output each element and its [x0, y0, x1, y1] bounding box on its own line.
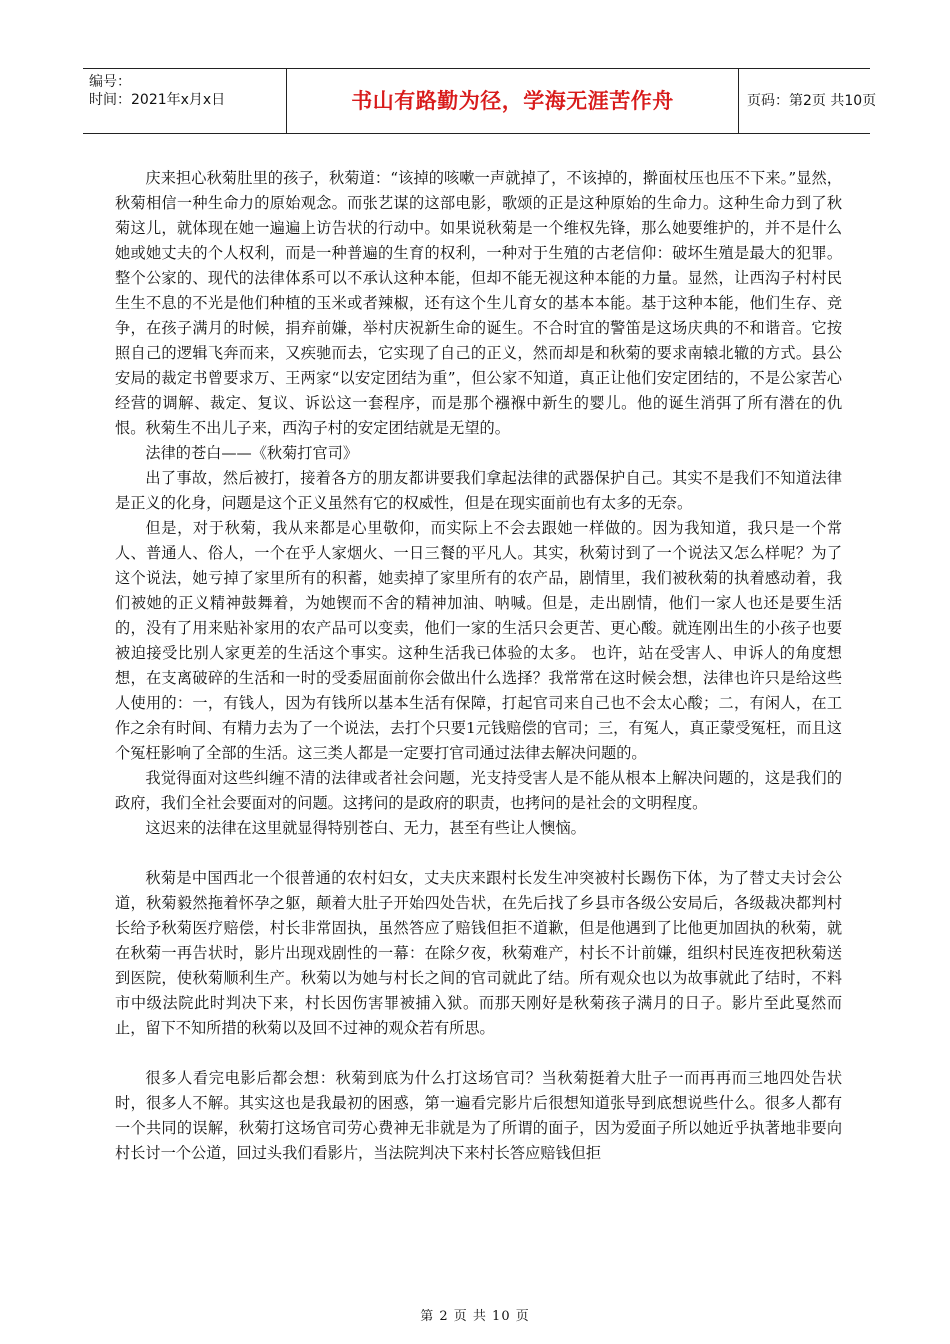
- header-meta: [83, 69, 286, 133]
- paragraph: 出了事故，然后被打，接着各方的朋友都讲要我们拿起法律的武器保护自己。其实不是我们不知道法律是正义的化身，问题是这个正义虽然有它的权威性，但是在现实面前也有太多的无奈。: [115, 469, 842, 512]
- page-footer: 第 2 页 共 10 页: [420, 1309, 530, 1324]
- paragraph: 秋菊是中国西北一个很普通的农村妇女，丈夫庆来跟村长发生冲突被村长踢伤下体，为了替丈夫讨会公道，秋菊毅然拖着怀孕之躯，颠着大肚子开始四处告状，在先后找了乡县市各级公安局后，各级裁决都判村长给予秋菊医疗赔偿，村长非常固执，虽然答应了赔钱但拒不道歉，但是他遇到了比他更加固执的秋菊，就在秋菊一再告状时，影片出现戏剧性的一幕：在除夕夜，秋菊难产，村长不计前嫌，组织村民连夜把秋菊送到医院，使秋菊顺利生产。秋菊以为她与村长之间的官司就此了结。所有观众也以为故事就此了结时，不料市中级法院此时判决下来，村长因伤害罪被捕入狱。而那天刚好是秋菊孩子满月的日子。影片至此戛然而止，留下不知所措的秋菊以及回不过神的观众若有所思。: [115, 869, 842, 1037]
- document-number-label: 编号：: [89, 74, 131, 90]
- header-motto: 书山有路勤为径，学海无涯苦作舟: [286, 69, 739, 133]
- section-heading: 法律的苍白——《秋菊打官司》: [145, 444, 359, 462]
- page-header: [83, 68, 877, 134]
- paragraph: 庆来担心秋菊肚里的孩子，秋菊道：“该掉的咳嗽一声就掉了，不该掉的，擀面杖压也压不下来。”显然，秋菊相信一种生命力的原始观念。而张艺谋的这部电影，歌颂的正是这种原始的生命力。这种生命力到了秋菊这儿，就体现在她一遍遍上访告状的行动中。如果说秋菊是一个维权先锋，那么她要维护的，并不是什么她或她丈夫的个人权利，而是一种普遍的生育的权利，一种对于生殖的古老信仰：破坏生殖是最大的犯罪。整个公家的、现代的法律体系可以不承认这种本能，但却不能无视这种本能的力量。显然，让西沟子村村民生生不息的不光是他们种植的玉米或者辣椒，还有这个生儿育女的基本本能。基于这种本能，他们生存、竞争，在孩子满月的时候，捐弃前嫌，举村庆祝新生命的诞生。不合时宜的警笛是这场庆典的不和谐音。它按照自己的逻辑飞奔而来，又疾驰而去，它实现了自己的正义，然而却是和秋菊的要求南辕北辙的方式。县公安局的裁定书曾要求万、王两家“以安定团结为重”，但公家不知道，真正让他们安定团结的，不是公家苦心经营的调解、裁定、复议、诉讼这一套程序，而是那个襁褓中新生的婴儿。他的诞生消弭了所有潜在的仇恨。秋菊生不出儿子来，西沟子村的安定团结就是无望的。: [115, 169, 842, 437]
- header-page-number: 页码：第2页 共10页: [747, 93, 877, 109]
- document-body: [115, 166, 842, 1166]
- paragraph: 我觉得面对这些纠缠不清的法律或者社会问题，光支持受害人是不能从根本上解决问题的，这是我们的政府，我们全社会要面对的问题。这拷问的是政府的职责，也拷问的是社会的文明程度。: [115, 769, 842, 812]
- document-time-label: 时间：2021年x月x日: [89, 92, 226, 108]
- paragraph: 但是，对于秋菊，我从来都是心里敬仰，而实际上不会去跟她一样做的。因为我知道，我只是一个常人、普通人、俗人，一个在乎人家烟火、一日三餐的平凡人。其实，秋菊讨到了一个说法又怎么样呢？为了这个说法，她亏掉了家里所有的积蓄，她卖掉了家里所有的农产品，剧情里，我们被秋菊的执着感动着，我们被她的正义精神鼓舞着，为她锲而不舍的精神加油、呐喊。但是，走出剧情，他们一家人也还是要生活的，没有了用来贴补家用的农产品可以变卖，他们一家的生活只会更苦、更心酸。就连刚出生的小孩子也要被迫接受比别人家更差的生活这个事实。这种生活我已体验的太多。 也许，站在受害人、申诉人的角度想想，在支离破碎的生活和一时的受委屈面前你会做出什么选择？我常常在这时候会想，法律也许只是给这些人使用的：一，有钱人，因为有钱所以基本生活有保障，打起官司来自己也不会太心酸；二，有闲人，在工作之余有时间、有精力去为了一个说法，去打个只要1元钱赔偿的官司；三，有冤人，真正蒙受冤枉，而且这个冤枉影响了全部的生活。这三类人都是一定要打官司通过法律去解决问题的。: [115, 519, 842, 762]
- paragraph: 这迟来的法律在这里就显得特别苍白、无力，甚至有些让人懊恼。: [145, 819, 586, 837]
- paragraph: 很多人看完电影后都会想：秋菊到底为什么打这场官司？当秋菊挺着大肚子一而再再而三地四处告状时，很多人不解。其实这也是我最初的困惑，第一遍看完影片后很想知道张导到底想说些什么。很多人都有一个共同的误解，秋菊打这场官司劳心费神无非就是为了所谓的面子，因为爱面子所以她近乎执著地非要向村长讨一个公道，回过头我们看影片，当法院判决下来村长答应赔钱但拒: [115, 1069, 842, 1162]
